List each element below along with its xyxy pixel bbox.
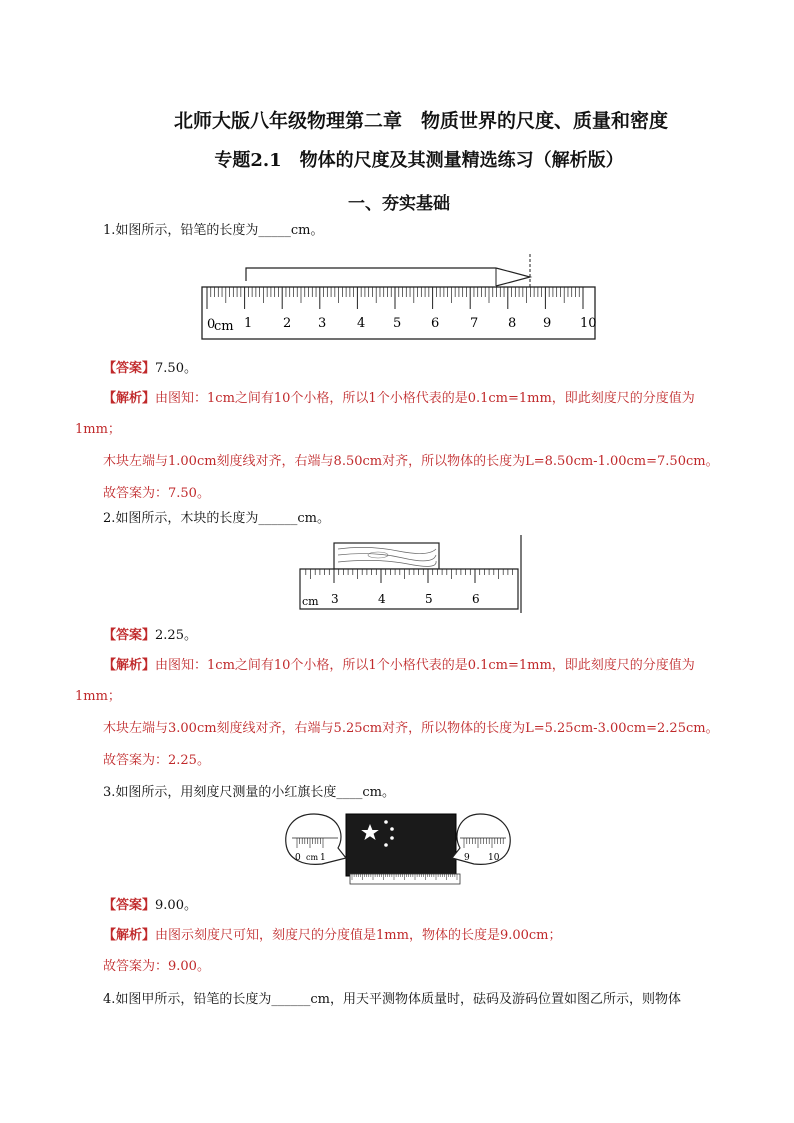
analysis-1-line3: 木块左端与1.00cm刻度线对齐，右端与8.50cm对齐，所以物体的长度为L=8.50cm-1.00cm=7.50cm。 xyxy=(103,454,719,469)
section-heading: 一、夯实基础 xyxy=(348,194,450,214)
final-answer-1: 故答案为：7.50。 xyxy=(103,486,210,501)
ruler-2-unit: cm xyxy=(302,595,319,608)
figure-ruler-flag xyxy=(280,808,520,888)
question-1-text: 1.如图所示，铅笔的长度为_____cm。 xyxy=(103,223,324,238)
ruler-1-label-3: 3 xyxy=(318,316,327,331)
final-answer-2: 故答案为：2.25。 xyxy=(103,753,210,768)
ruler-1-label-0: 0 xyxy=(207,317,216,332)
ruler-3-left-label-0: 0 xyxy=(295,853,301,863)
ruler-1-label-1: 1 xyxy=(244,316,253,331)
analysis-2-line2: 1mm； xyxy=(75,689,121,704)
ruler-2-label-5: 5 xyxy=(425,592,433,606)
ruler-3-right-label-10: 10 xyxy=(488,853,500,863)
final-answer-3: 故答案为：9.00。 xyxy=(103,959,210,974)
question-3-text: 3.如图所示，用刻度尺测量的小红旗长度____cm。 xyxy=(103,785,396,800)
wood-block-illustration xyxy=(334,543,439,569)
analysis-1-line2: 1mm； xyxy=(75,422,121,437)
question-2-text: 2.如图所示，木块的长度为______cm。 xyxy=(103,511,331,526)
analysis-3-line1: 【解析】由图示刻度尺可知，刻度尺的分度值是1mm，物体的长度是9.00cm； xyxy=(103,928,562,943)
magnifier-left xyxy=(286,814,346,864)
magnifier-right xyxy=(452,814,510,864)
ruler-2-label-6: 6 xyxy=(472,592,480,606)
ruler-1-label-8: 8 xyxy=(508,316,517,331)
ruler-1-label-10: 10 xyxy=(580,316,597,331)
analysis-2-line1: 【解析】由图知：1cm之间有10个小格，所以1个小格代表的是0.1cm=1mm，即此刻度尺的分度值为 xyxy=(103,658,695,673)
ruler-1-label-4: 4 xyxy=(357,316,366,331)
analysis-2-line3: 木块左端与3.00cm刻度线对齐，右端与5.25cm对齐，所以物体的长度为L=5.25cm-3.00cm=2.25cm。 xyxy=(103,721,719,736)
ruler-1-label-7: 7 xyxy=(470,316,479,331)
figure-ruler-block xyxy=(298,533,526,615)
ruler-1-label-2: 2 xyxy=(283,316,292,331)
flag-illustration xyxy=(346,814,456,876)
ruler-3-right-label-9: 9 xyxy=(464,853,470,863)
document-title: 北师大版八年级物理第二章 物质世界的尺度、质量和密度 xyxy=(173,110,668,132)
ruler-1-label-5: 5 xyxy=(393,316,402,331)
figure-ruler-pencil xyxy=(196,250,600,342)
ruler-2-label-3: 3 xyxy=(331,592,339,606)
answer-2: 【答案】2.25。 xyxy=(103,628,197,643)
answer-3: 【答案】9.00。 xyxy=(103,898,197,913)
document-subtitle: 专题2.1 物体的尺度及其测量精选练习（解析版） xyxy=(214,150,624,171)
answer-1: 【答案】7.50。 xyxy=(103,361,197,376)
ruler-3-left-unit: cm xyxy=(306,853,319,862)
ruler-1-label-6: 6 xyxy=(431,316,440,331)
ruler-2-label-4: 4 xyxy=(378,592,386,606)
ruler-1-unit: cm xyxy=(214,319,234,334)
ruler-1-label-9: 9 xyxy=(543,316,552,331)
pencil-illustration xyxy=(246,254,530,288)
analysis-1-line1: 【解析】由图知：1cm之间有10个小格，所以1个小格代表的是0.1cm=1mm，即此刻度尺的分度值为 xyxy=(103,391,695,406)
ruler-3-left-label-1: 1 xyxy=(320,853,326,863)
question-4-text: 4.如图甲所示，铅笔的长度为______cm，用天平测物体质量时，砝码及游码位置如图乙所示，则物体 xyxy=(103,992,682,1007)
